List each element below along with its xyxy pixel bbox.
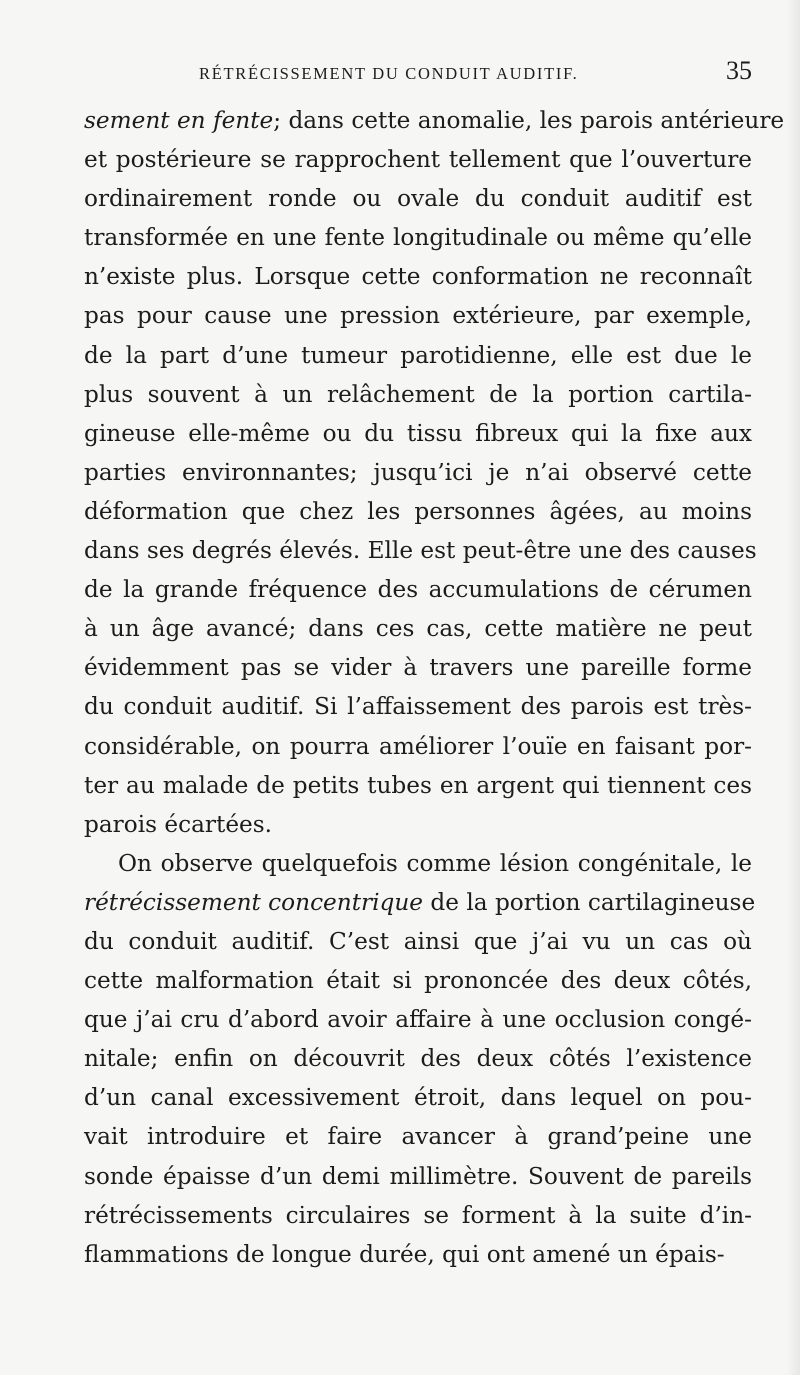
text-line <box>84 1235 752 1274</box>
text-segment: de la part d’une tumeur parotidienne, elle est due le <box>84 341 752 369</box>
text-line <box>84 1117 752 1156</box>
text-line <box>84 414 752 453</box>
text-line <box>84 218 752 257</box>
page-number: 35 <box>726 56 752 85</box>
text-segment: gineuse elle-même ou du tissu fibreux qui la fixe aux <box>84 419 752 447</box>
text-segment: de la grande fréquence des accumulations de cérumen <box>84 576 752 604</box>
paragraph <box>84 101 785 844</box>
text-line <box>84 257 752 296</box>
text-line <box>84 101 785 140</box>
text-segment: évidemment pas se vider à travers une pareille forme <box>84 654 752 682</box>
text-line <box>84 1078 752 1117</box>
text-line <box>84 1039 752 1078</box>
text-segment: plus souvent à un relâchement de la portion cartila- <box>84 380 752 408</box>
text-segment: rétrécissements circulaires se forment à la suite d’in- <box>84 1201 752 1229</box>
text-segment: de la portion cartilagineuse <box>423 888 756 916</box>
text-segment: ordinairement ronde ou ovale du conduit auditif est <box>84 185 752 213</box>
text-segment: considérable, on pourra améliorer l’ouïe en faisant por- <box>84 732 752 760</box>
text-line <box>84 140 752 179</box>
running-head <box>84 56 752 92</box>
text-line <box>84 492 752 531</box>
text-segment: parties environnantes; jusqu’ici je n’ai observé cette <box>84 458 752 486</box>
text-line <box>84 766 752 805</box>
text-segment: transformée en une fente longitudinale ou même qu’elle <box>84 224 752 252</box>
text-line <box>84 1196 752 1235</box>
text-segment: On observe quelquefois comme lésion congénitale, le <box>118 849 752 877</box>
text-line <box>84 375 752 414</box>
text-line <box>84 727 752 766</box>
text-line <box>84 1157 752 1196</box>
text-segment: sonde épaisse d’un demi millimètre. Souvent de pareils <box>84 1162 752 1190</box>
text-line <box>84 609 752 648</box>
text-line <box>84 648 752 687</box>
text-segment: pas pour cause une pression extérieure, par exemple, <box>84 302 752 330</box>
text-line <box>84 687 752 726</box>
text-segment: déformation que chez les personnes âgées, au moins <box>84 497 752 525</box>
text-line <box>84 883 756 922</box>
text-segment: ter au malade de petits tubes en argent qui tiennent ces <box>84 771 752 799</box>
text-segment: du conduit auditif. C’est ainsi que j’ai vu un cas où <box>84 927 752 955</box>
text-line <box>84 1000 752 1039</box>
text-segment: ; dans cette anomalie, les parois antérieure <box>273 107 785 134</box>
text-line <box>84 179 752 218</box>
text-line <box>84 922 752 961</box>
running-title: RÉTRÉCISSEMENT DU CONDUIT AUDITIF. <box>199 64 579 83</box>
italic-text: sement en fente <box>84 107 274 134</box>
text-line <box>84 570 752 609</box>
text-segment: vait introduire et faire avancer à grand’peine une <box>84 1123 752 1151</box>
text-segment: cette malformation était si prononcée des deux côtés, <box>84 967 752 995</box>
text-segment: dans ses degrés élevés. Elle est peut-être une des causes <box>84 537 757 565</box>
text-segment: du conduit auditif. Si l’affaissement des parois est très- <box>84 693 752 721</box>
text-line <box>84 961 752 1000</box>
text-line <box>84 336 752 375</box>
text-segment: que j’ai cru d’abord avoir affaire à une occlusion congé- <box>84 1006 752 1034</box>
text-line <box>84 844 752 883</box>
text-line <box>84 531 757 570</box>
paragraph <box>84 844 756 1274</box>
text-line <box>84 296 752 335</box>
text-segment: et postérieure se rapprochent tellement que l’ouverture <box>84 146 752 174</box>
text-segment: d’un canal excessivement étroit, dans lequel on pou- <box>84 1084 752 1112</box>
text-segment: n’existe plus. Lorsque cette conformation ne reconnaît <box>84 263 752 291</box>
body-text <box>84 101 785 1274</box>
italic-text: rétrécissement concentrique <box>84 888 424 916</box>
text-segment: flammations de longue durée, qui ont amené un épais- <box>84 1240 725 1268</box>
text-line <box>84 805 752 844</box>
text-segment: parois écartées. <box>84 810 273 838</box>
text-segment: nitale; enfin on découvrit des deux côtés l’existence <box>84 1045 752 1073</box>
text-line <box>84 453 752 492</box>
text-segment: à un âge avancé; dans ces cas, cette matière ne peut <box>84 615 752 643</box>
